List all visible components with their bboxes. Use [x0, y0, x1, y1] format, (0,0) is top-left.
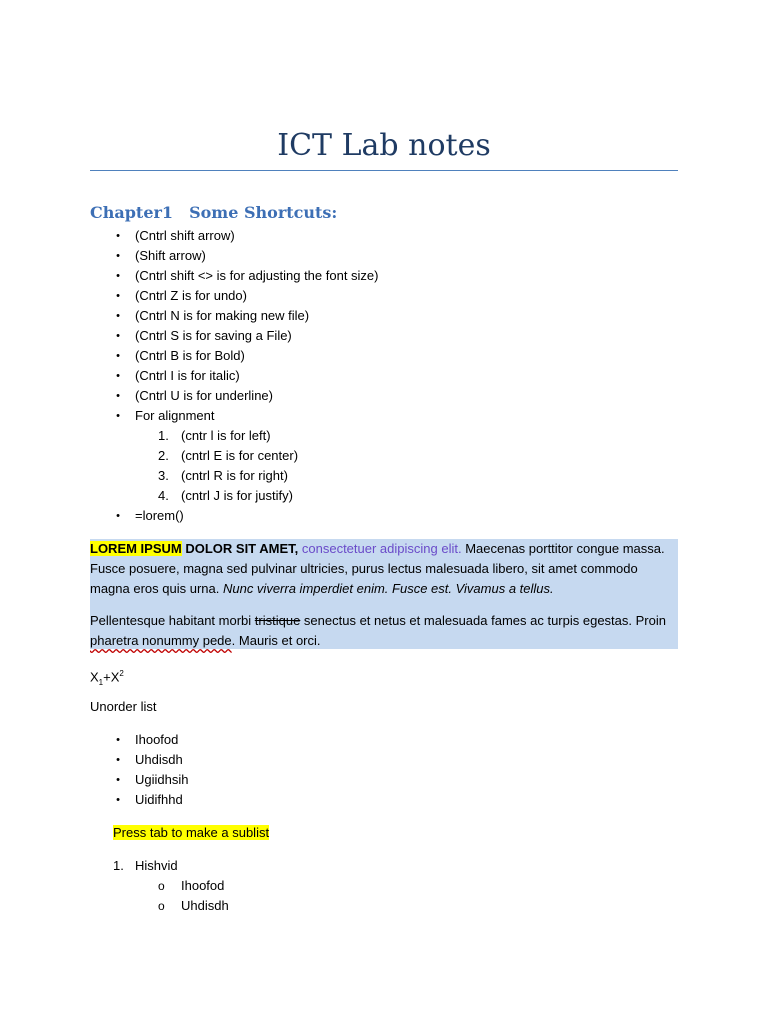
highlighted-text: Press tab to make a sublist: [113, 825, 270, 840]
bullet-icon: •: [116, 754, 120, 766]
list-item-text: (Cntrl I is for italic): [135, 368, 240, 383]
unorder-list-label: Unorder list: [90, 699, 157, 714]
bullet-icon: •: [116, 370, 120, 382]
subscript: 1: [98, 677, 104, 687]
sub-list-item-text: Ihoofod: [181, 878, 225, 893]
bullet-icon: •: [116, 330, 120, 342]
title-underline: [90, 170, 678, 171]
circle-bullet-icon: o: [158, 879, 165, 893]
circle-bullet-icon: o: [158, 899, 165, 913]
list-item-text: Ihoofod: [135, 732, 179, 747]
item-number: 1.: [158, 428, 169, 443]
document-title: ICT Lab notes: [277, 128, 491, 163]
bullet-icon: •: [116, 510, 120, 522]
list-item-text: (Cntrl S is for saving a File): [135, 328, 292, 343]
bullet-icon: •: [116, 310, 120, 322]
lorem-paragraph-2: [90, 611, 678, 651]
list-item-text: (Shift arrow): [135, 248, 206, 263]
formula-text: +X: [103, 669, 120, 685]
bullet-icon: •: [116, 250, 120, 262]
item-number: 1.: [113, 858, 124, 873]
strikethrough-text: tristique: [254, 613, 301, 628]
superscript: 2: [119, 669, 124, 678]
formula-text: X: [90, 669, 99, 685]
item-number: 4.: [158, 488, 169, 503]
list-item-text: (Cntrl shift <> is for adjusting the font size): [135, 268, 379, 283]
list-item-text: (Cntrl N is for making new file): [135, 308, 310, 323]
list-item-text: (Cntrl shift arrow): [135, 228, 235, 243]
sublist-tip: [113, 823, 269, 843]
bullet-icon: •: [116, 350, 120, 362]
item-text: (cntrl J is for justify): [181, 488, 293, 503]
list-item-text: Uhdisdh: [135, 752, 183, 767]
list-item-text: =lorem(): [135, 508, 184, 523]
chapter-heading: [90, 202, 337, 224]
bullet-icon: •: [116, 734, 120, 746]
list-item-text: Uidifhhd: [135, 792, 183, 807]
list-item-text: Ugiidhsih: [135, 772, 189, 787]
colored-text: consectetuer adipiscing elit.: [298, 541, 462, 556]
item-text: (cntrl E is for center): [181, 448, 299, 463]
bold-text: DOLOR SIT AMET,: [181, 541, 299, 556]
chapter-title: Some Shortcuts:: [189, 203, 338, 222]
chapter-number: Chapter1: [90, 203, 174, 222]
item-text: Hishvid: [135, 858, 178, 873]
italic-text: Nunc viverra imperdiet enim. Fusce est. Vivamus a tellus.: [219, 581, 554, 596]
list-item-text: (Cntrl B is for Bold): [135, 348, 245, 363]
body-text: senectus et netus et malesuada fames ac turpis egestas. Proin: [300, 613, 666, 628]
item-number: 2.: [158, 448, 169, 463]
highlighted-text: LOREM IPSUM: [90, 541, 182, 556]
bullet-icon: •: [116, 794, 120, 806]
sub-list-item-text: Uhdisdh: [181, 898, 229, 913]
list-item-text: (Cntrl U is for underline): [135, 388, 273, 403]
item-number: 3.: [158, 468, 169, 483]
list-item-text: (Cntrl Z is for undo): [135, 288, 247, 303]
item-text: (cntr l is for left): [181, 428, 271, 443]
body-text: Pellentesque habitant morbi: [90, 613, 255, 628]
bullet-icon: •: [116, 270, 120, 282]
formula: [90, 664, 124, 693]
spellcheck-text: pharetra nonummy pede: [90, 633, 232, 648]
body-text: Maecenas porttitor congue massa. Fusce posuere, magna sed pulvinar ultricies, purus lectus malesuada libero, sit amet commodo magna eros quis urna.: [90, 541, 665, 596]
lorem-paragraph-1: [90, 539, 678, 599]
bullet-icon: •: [116, 390, 120, 402]
bullet-icon: •: [116, 230, 120, 242]
bullet-icon: •: [116, 410, 120, 422]
body-text: . Mauris et orci.: [231, 633, 321, 648]
bullet-icon: •: [116, 290, 120, 302]
list-item-text: For alignment: [135, 408, 215, 423]
item-text: (cntrl R is for right): [181, 468, 288, 483]
bullet-icon: •: [116, 774, 120, 786]
